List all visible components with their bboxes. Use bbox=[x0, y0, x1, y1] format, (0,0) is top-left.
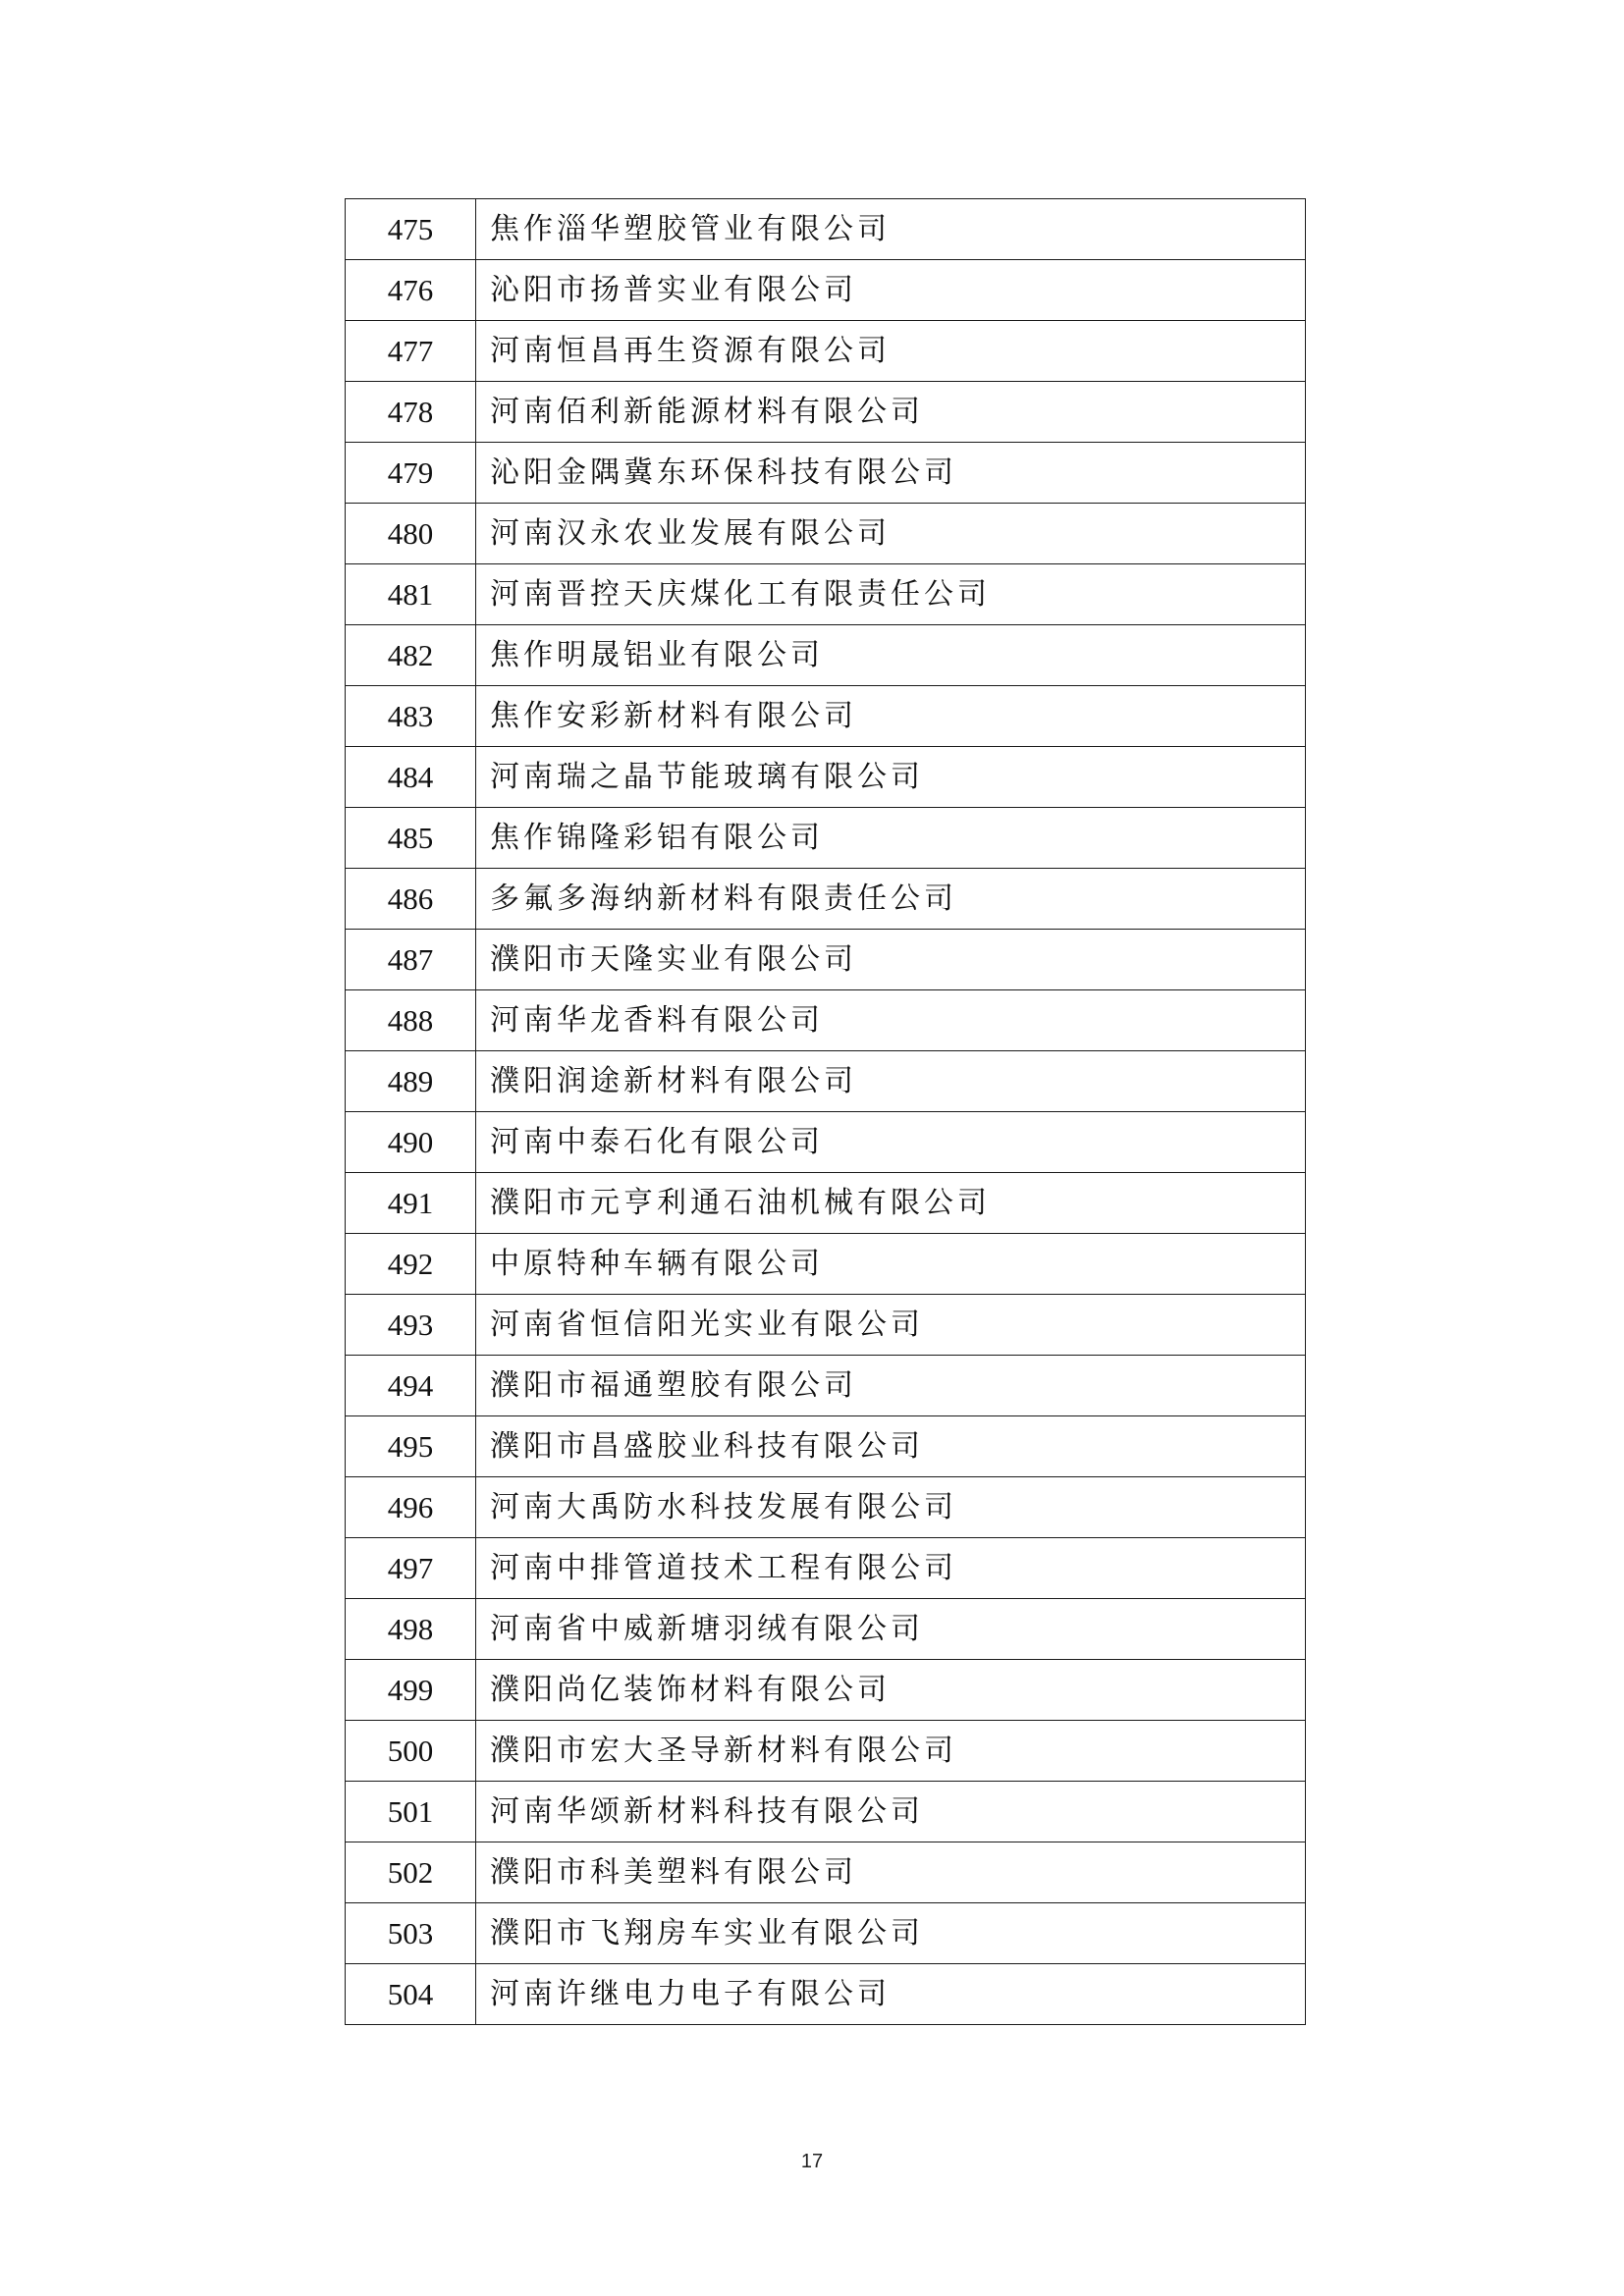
row-number-cell: 481 bbox=[346, 564, 476, 625]
table-row bbox=[346, 1112, 1306, 1173]
row-number-cell: 495 bbox=[346, 1416, 476, 1477]
company-name-cell: 濮阳市科美塑料有限公司 bbox=[476, 1842, 1306, 1903]
company-name-cell: 濮阳润途新材料有限公司 bbox=[476, 1051, 1306, 1112]
row-number-cell: 477 bbox=[346, 321, 476, 382]
company-list-body bbox=[346, 199, 1306, 2025]
table-row bbox=[346, 1782, 1306, 1842]
company-name-cell: 河南恒昌再生资源有限公司 bbox=[476, 321, 1306, 382]
row-number-cell: 486 bbox=[346, 869, 476, 930]
table-row bbox=[346, 382, 1306, 443]
row-number-cell: 498 bbox=[346, 1599, 476, 1660]
company-name-cell: 河南省中威新塘羽绒有限公司 bbox=[476, 1599, 1306, 1660]
row-number-cell: 480 bbox=[346, 504, 476, 564]
table-row bbox=[346, 808, 1306, 869]
table-row bbox=[346, 1599, 1306, 1660]
row-number-cell: 493 bbox=[346, 1295, 476, 1356]
row-number-cell: 503 bbox=[346, 1903, 476, 1964]
company-name-cell: 河南华龙香料有限公司 bbox=[476, 990, 1306, 1051]
company-name-cell: 中原特种车辆有限公司 bbox=[476, 1234, 1306, 1295]
table-row bbox=[346, 869, 1306, 930]
company-name-cell: 河南华颂新材料科技有限公司 bbox=[476, 1782, 1306, 1842]
row-number-cell: 478 bbox=[346, 382, 476, 443]
company-name-cell: 焦作淄华塑胶管业有限公司 bbox=[476, 199, 1306, 260]
company-list-table bbox=[345, 198, 1306, 2025]
row-number-cell: 491 bbox=[346, 1173, 476, 1234]
table-row bbox=[346, 564, 1306, 625]
company-name-cell: 濮阳市飞翔房车实业有限公司 bbox=[476, 1903, 1306, 1964]
company-name-cell: 多氟多海纳新材料有限责任公司 bbox=[476, 869, 1306, 930]
table-row bbox=[346, 990, 1306, 1051]
company-name-cell: 河南晋控天庆煤化工有限责任公司 bbox=[476, 564, 1306, 625]
row-number-cell: 500 bbox=[346, 1721, 476, 1782]
table-row bbox=[346, 260, 1306, 321]
company-name-cell: 焦作锦隆彩铝有限公司 bbox=[476, 808, 1306, 869]
table-row bbox=[346, 443, 1306, 504]
company-name-cell: 河南许继电力电子有限公司 bbox=[476, 1964, 1306, 2025]
company-name-cell: 濮阳市宏大圣导新材料有限公司 bbox=[476, 1721, 1306, 1782]
table-row bbox=[346, 1295, 1306, 1356]
table-row bbox=[346, 1538, 1306, 1599]
row-number-cell: 489 bbox=[346, 1051, 476, 1112]
row-number-cell: 476 bbox=[346, 260, 476, 321]
row-number-cell: 479 bbox=[346, 443, 476, 504]
company-name-cell: 沁阳金隅冀东环保科技有限公司 bbox=[476, 443, 1306, 504]
table-row bbox=[346, 321, 1306, 382]
row-number-cell: 496 bbox=[346, 1477, 476, 1538]
table-row bbox=[346, 1842, 1306, 1903]
row-number-cell: 501 bbox=[346, 1782, 476, 1842]
company-name-cell: 河南瑞之晶节能玻璃有限公司 bbox=[476, 747, 1306, 808]
row-number-cell: 494 bbox=[346, 1356, 476, 1416]
company-name-cell: 河南汉永农业发展有限公司 bbox=[476, 504, 1306, 564]
row-number-cell: 483 bbox=[346, 686, 476, 747]
row-number-cell: 485 bbox=[346, 808, 476, 869]
company-name-cell: 河南中泰石化有限公司 bbox=[476, 1112, 1306, 1173]
row-number-cell: 475 bbox=[346, 199, 476, 260]
company-name-cell: 濮阳市元亨利通石油机械有限公司 bbox=[476, 1173, 1306, 1234]
company-name-cell: 河南省恒信阳光实业有限公司 bbox=[476, 1295, 1306, 1356]
row-number-cell: 492 bbox=[346, 1234, 476, 1295]
table-row bbox=[346, 1173, 1306, 1234]
table-row bbox=[346, 1234, 1306, 1295]
row-number-cell: 499 bbox=[346, 1660, 476, 1721]
table-row bbox=[346, 747, 1306, 808]
table-row bbox=[346, 1903, 1306, 1964]
page-number: 17 bbox=[800, 2151, 824, 2172]
table-row bbox=[346, 1477, 1306, 1538]
table-row bbox=[346, 1721, 1306, 1782]
row-number-cell: 488 bbox=[346, 990, 476, 1051]
company-name-cell: 沁阳市扬普实业有限公司 bbox=[476, 260, 1306, 321]
row-number-cell: 497 bbox=[346, 1538, 476, 1599]
company-name-cell: 濮阳市天隆实业有限公司 bbox=[476, 930, 1306, 990]
company-name-cell: 濮阳尚亿装饰材料有限公司 bbox=[476, 1660, 1306, 1721]
row-number-cell: 490 bbox=[346, 1112, 476, 1173]
table-row bbox=[346, 625, 1306, 686]
row-number-cell: 487 bbox=[346, 930, 476, 990]
company-name-cell: 濮阳市昌盛胶业科技有限公司 bbox=[476, 1416, 1306, 1477]
table-row bbox=[346, 1356, 1306, 1416]
table-row bbox=[346, 1964, 1306, 2025]
table-row bbox=[346, 1051, 1306, 1112]
row-number-cell: 502 bbox=[346, 1842, 476, 1903]
company-name-cell: 河南大禹防水科技发展有限公司 bbox=[476, 1477, 1306, 1538]
table-row bbox=[346, 686, 1306, 747]
table-row bbox=[346, 1660, 1306, 1721]
table-row bbox=[346, 1416, 1306, 1477]
company-name-cell: 濮阳市福通塑胶有限公司 bbox=[476, 1356, 1306, 1416]
row-number-cell: 482 bbox=[346, 625, 476, 686]
company-name-cell: 河南中排管道技术工程有限公司 bbox=[476, 1538, 1306, 1599]
table-row bbox=[346, 199, 1306, 260]
table-row bbox=[346, 930, 1306, 990]
row-number-cell: 484 bbox=[346, 747, 476, 808]
row-number-cell: 504 bbox=[346, 1964, 476, 2025]
company-name-cell: 焦作安彩新材料有限公司 bbox=[476, 686, 1306, 747]
company-name-cell: 河南佰利新能源材料有限公司 bbox=[476, 382, 1306, 443]
table-row bbox=[346, 504, 1306, 564]
company-name-cell: 焦作明晟铝业有限公司 bbox=[476, 625, 1306, 686]
